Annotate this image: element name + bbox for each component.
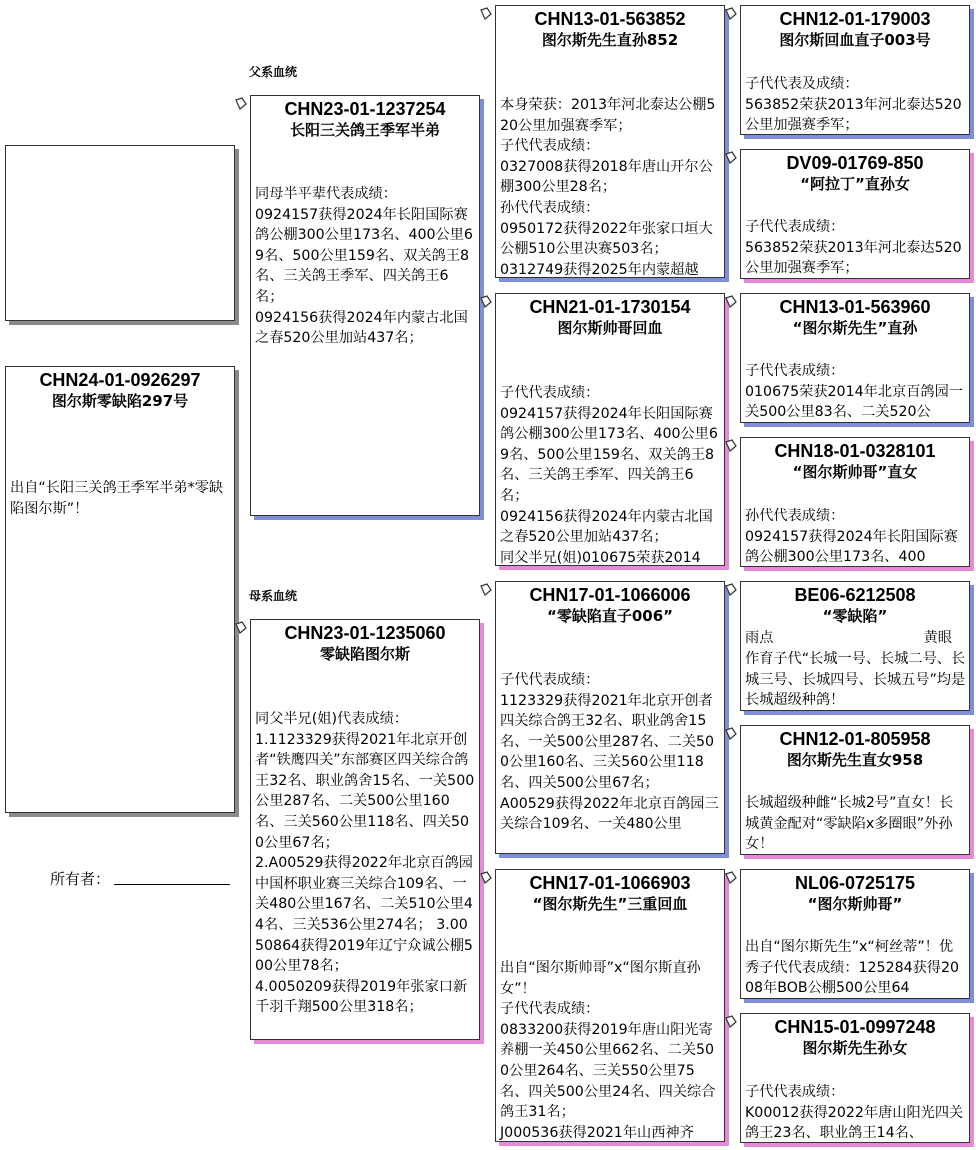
sd-ring: CHN21-01-1730154	[529, 297, 691, 317]
ss-text: 本身荣获：2013年河北泰达公棚520公里加强赛季军； 子代代表成绩： 0327008获得2018年唐山开尔公棚300公里28名； 孙代代表成绩： 0950172获得2022年张家口垣大公棚510公里决赛503名； 0312749获得2025年内蒙超越	[500, 97, 716, 278]
dds-ring: NL06-0725175	[794, 873, 916, 893]
sdd-ring: CHN18-01-0328101	[774, 441, 936, 461]
sdd-name: “图尔斯帅哥”直女	[792, 463, 918, 481]
dsd-card[interactable]	[740, 725, 970, 855]
owner-label: 所有者：	[50, 870, 111, 888]
ddd-ring: CHN15-01-0997248	[774, 1017, 936, 1037]
ss-name: 图尔斯先生直孙852	[541, 31, 679, 49]
sire-card[interactable]	[250, 95, 480, 516]
sire-ring: CHN23-01-1237254	[284, 99, 446, 119]
dss-text: 作育子代“长城一号、长城二号、长城三号、长城四号、长城五号”均是长城超级种鸽！	[745, 651, 966, 709]
ds-text: 子代代表成绩： 1123329获得2021年北京开创者四关综合鸽王32名、职业鸽舍15名、一关500公里287名、二关500公里160名、三关560公里118名、四关500公里67名； A00529获得2022年北京百鸽园三关综合109名、一关480公里	[500, 672, 719, 833]
dds-text: 出自“图尔斯先生”x“柯丝蒂”！优秀子代代表成绩：125284获得2008年BOB公棚500公里64	[745, 939, 960, 997]
dsd-text: 长城超级种雌“长城2号”直女！长城黄金配对“零缺陷x多圈眼”外孙女！	[745, 795, 954, 853]
ssd-connector-icon	[724, 151, 738, 165]
sds-connector-icon	[724, 295, 738, 309]
dam-text: 同父半兄(姐)代表成绩： 1.1123329获得2021年北京开创者“铁鹰四关”东部赛区四关综合鸽王32名、职业鸽舍15名、一关500公里287名、二关500公里160名、三关560公里118名、四关500公里67名； 2.A00529获得2022年北京百鸽园中国杯职业赛三关综合109名、一关480公里167名、二关510公里44名、三关536公里274名； 3.0050864获得2019年辽宁众诚公棚500公里78名； 4.0050209获得2019年张家口新千羽千翔500公里318名；	[255, 711, 475, 1016]
ss-ring: CHN13-01-563852	[534, 9, 686, 29]
dam-ring: CHN23-01-1235060	[284, 623, 446, 643]
sd-connector-icon	[479, 295, 493, 309]
ddd-text: 子代代表成绩： K00012获得2022年唐山阳光四关鸽王23名、职业鸽王14名、	[745, 1084, 964, 1142]
sds-card[interactable]	[740, 293, 970, 423]
sire-connector-icon	[234, 97, 248, 111]
sss-ring: CHN12-01-179003	[779, 9, 931, 29]
dsd-connector-icon	[724, 727, 738, 741]
photo-box	[5, 145, 235, 321]
ds-ring: CHN17-01-1066006	[529, 585, 691, 605]
subject-text: 出自“长阳三关鸽王季军半弟*零缺陷图尔斯”！	[10, 480, 224, 517]
ssd-ring: DV09-01769-850	[786, 153, 924, 173]
dd-text: 出自“图尔斯帅哥”x“图尔斯直孙女”！ 子代代表成绩： 0833200获得2019年唐山阳光寄养棚一关450公里662名、二关500公里264名、三关550公里75名、四关500公里24名、四关综合鸽王31名； J000536获得2021年山西神齐	[500, 960, 716, 1141]
ds-connector-icon	[479, 583, 493, 597]
ssd-text: 子代代表成绩： 563852荣获2013年河北泰达520公里加强赛季军；	[745, 219, 962, 277]
dam-card[interactable]	[250, 619, 480, 1040]
sd-text: 子代代表成绩： 0924157获得2024年长阳国际赛鸽公棚300公里173名、400公里69名、500公里159名、双关鸽王8名、三关鸽王季军、四关鸽王6名； 0924156获得2024年内蒙古北国之春520公里加站437名； 同父半兄(姐)010675荣获2014	[500, 385, 718, 566]
dd-ring: CHN17-01-1066903	[529, 873, 691, 893]
dd-card[interactable]	[495, 869, 725, 1142]
dss-connector-icon	[724, 583, 738, 597]
dds-name: “图尔斯帅哥”	[807, 895, 903, 913]
dss-name: “零缺陷”	[822, 607, 888, 625]
sds-ring: CHN13-01-563960	[779, 297, 931, 317]
dss-color: 雨点	[745, 630, 774, 646]
ddd-connector-icon	[724, 1015, 738, 1029]
dd-name: “图尔斯先生”三重回血	[532, 895, 688, 913]
owner-field[interactable]	[114, 884, 230, 885]
sss-connector-icon	[724, 7, 738, 21]
sdd-card[interactable]	[740, 437, 970, 567]
sss-card[interactable]	[740, 5, 970, 135]
sire-name: 长阳三关鸽王季军半弟	[289, 121, 440, 139]
dam-connector-icon	[234, 621, 248, 635]
dsd-name: 图尔斯先生直女958	[786, 751, 924, 769]
ddd-name: 图尔斯先生孙女	[802, 1039, 908, 1057]
ss-connector-icon	[479, 7, 493, 21]
subject-name: 图尔斯零缺陷297号	[51, 392, 189, 410]
dsd-ring: CHN12-01-805958	[779, 729, 931, 749]
dds-card[interactable]	[740, 869, 970, 999]
dam-name: 零缺陷图尔斯	[319, 645, 410, 663]
ds-card[interactable]	[495, 581, 725, 854]
sdd-connector-icon	[724, 439, 738, 453]
dss-line1	[745, 628, 966, 649]
mother-line-label: 母系血统	[249, 589, 298, 603]
sss-text: 子代代表及成绩： 563852荣获2013年河北泰达520公里加强赛季军；	[745, 76, 962, 134]
sds-text: 子代代表成绩： 010675荣获2014年北京百鸽园一关500公里83名、二关520公	[745, 363, 963, 421]
ds-name: “零缺陷直子006”	[546, 607, 674, 625]
dds-connector-icon	[724, 871, 738, 885]
sdd-text: 孙代代表成绩： 0924157获得2024年长阳国际赛鸽公棚300公里173名、400	[745, 508, 958, 566]
dss-card[interactable]	[740, 581, 970, 711]
subject-card[interactable]	[5, 366, 235, 813]
sd-name: 图尔斯帅哥回血	[557, 319, 663, 337]
sd-card[interactable]	[495, 293, 725, 566]
sire-text: 同母半平辈代表成绩： 0924157获得2024年长阳国际赛鸽公棚300公里173名、400公里69名、500公里159名、双关鸽王8名、三关鸽王季军、四关鸽王6名； 0924156获得2024年内蒙古北国之春520公里加站437名；	[255, 186, 473, 347]
dss-ring: BE06-6212508	[794, 585, 916, 605]
ddd-card[interactable]	[740, 1013, 970, 1143]
dd-connector-icon	[479, 871, 493, 885]
ssd-card[interactable]	[740, 149, 970, 279]
sss-name: 图尔斯回血直子003号	[779, 31, 931, 49]
ss-card[interactable]	[495, 5, 725, 278]
ssd-name: “阿拉丁”直孙女	[800, 175, 910, 193]
dss-eye: 黄眼	[923, 630, 952, 646]
subject-ring: CHN24-01-0926297	[39, 370, 201, 390]
father-line-label: 父系血统	[249, 65, 298, 79]
sds-name: “图尔斯先生”直孙	[792, 319, 918, 337]
